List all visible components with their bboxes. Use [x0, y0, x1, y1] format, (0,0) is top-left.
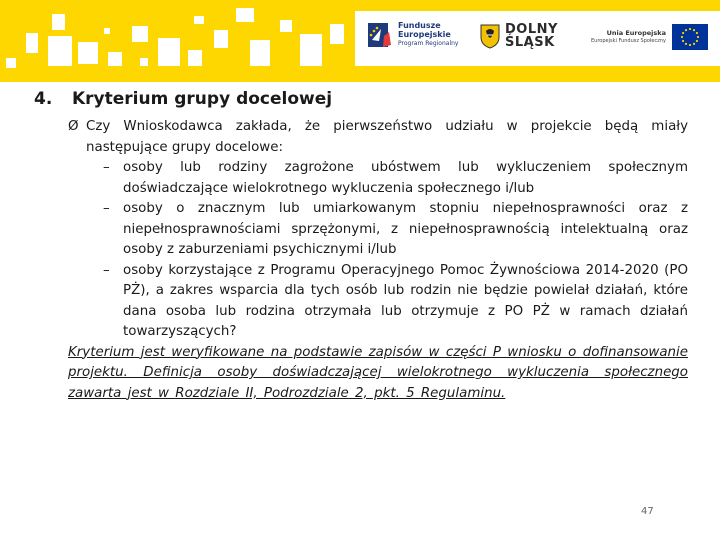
slide-title — [34, 89, 332, 109]
decor-square — [78, 42, 98, 64]
verification-note: Kryterium jest weryfikowane na podstawie zapisów w części P wniosku o dofinansowanie projektu. Definicja osoby doświadczającej wielokrotnego wykluczenia społecznego zawarta jest w Rozdziale II, Podrozdziale 2, pkt. 5 Regulaminu. — [68, 344, 688, 401]
fe-line-2: Europejskie — [398, 29, 451, 39]
ue-line-2: Europejski Fundusz Społeczny — [591, 37, 666, 44]
list-item — [68, 261, 688, 343]
decor-square — [330, 24, 344, 44]
unia-europejska-logo — [591, 24, 708, 50]
decor-square — [6, 58, 16, 68]
decor-square — [52, 14, 65, 30]
dash-marker: – — [103, 160, 110, 175]
title-text: Kryterium grupy docelowej — [72, 89, 333, 109]
question-text: Czy Wnioskodawca zakłada, że pierwszeństwo udziału w projekcie będą miały następujące grupy docelowe: — [86, 119, 688, 155]
decor-square — [132, 26, 148, 42]
ds-line-1: DOLNY — [505, 22, 558, 37]
dash-marker: – — [103, 201, 110, 216]
fe-line-1: Fundusze — [398, 21, 441, 31]
arrow-bullet-icon: Ø — [68, 119, 79, 134]
dolny-slask-coat-of-arms-icon — [480, 23, 500, 49]
decor-square — [26, 33, 38, 53]
decor-square — [48, 36, 72, 66]
decor-square — [280, 20, 292, 32]
decor-square — [158, 38, 180, 66]
decor-square — [104, 28, 110, 34]
ds-line-2: ŚLĄSK — [505, 35, 555, 50]
question-bullet — [68, 117, 688, 158]
header-banner — [0, 0, 720, 82]
decor-square — [194, 16, 204, 24]
list-item-text: osoby o znacznym lub umiarkowanym stopniu niepełnosprawności oraz z niepełnosprawnościami sprzężonymi, z niepełnosprawnością intelektualną oraz osoby z zaburzeniami psychicznymi i/lub — [123, 201, 688, 257]
eu-flag-icon — [672, 24, 708, 50]
list-item-text: osoby korzystające z Programu Operacyjnego Pomoc Żywnościowa 2014-2020 (PO PŻ), a zakres wsparcia dla tych osób lub rodzin nie będzie powielał działań, które dana osoba lub rodzina otrzymała lub otrzymuje z PO PŻ w ramach działań towarzyszących? — [123, 262, 688, 339]
decor-square — [250, 40, 270, 66]
page-number: 47 — [641, 506, 654, 517]
fe-line-3: Program Regionalny — [398, 40, 459, 48]
decor-square — [300, 34, 322, 66]
decor-square — [188, 50, 202, 66]
title-number: 4. — [34, 89, 53, 109]
fundusze-europejskie-logo — [367, 20, 458, 50]
list-item — [68, 158, 688, 199]
slide-body — [68, 117, 688, 404]
logo-strip — [355, 11, 720, 66]
decor-square — [108, 52, 122, 66]
decor-square — [140, 58, 148, 66]
fundusze-europejskie-star-icon — [367, 20, 393, 50]
dash-marker: – — [103, 262, 110, 278]
decor-square — [214, 30, 228, 48]
dolny-slask-logo — [480, 23, 558, 49]
list-item — [68, 199, 688, 261]
ue-line-1: Unia Europejska — [606, 28, 666, 37]
list-item-text: osoby lub rodziny zagrożone ubóstwem lub wykluczeniem społecznym doświadczające wielokrotnego wykluczenia społecznego i/lub — [123, 160, 688, 196]
decor-square — [236, 8, 254, 22]
